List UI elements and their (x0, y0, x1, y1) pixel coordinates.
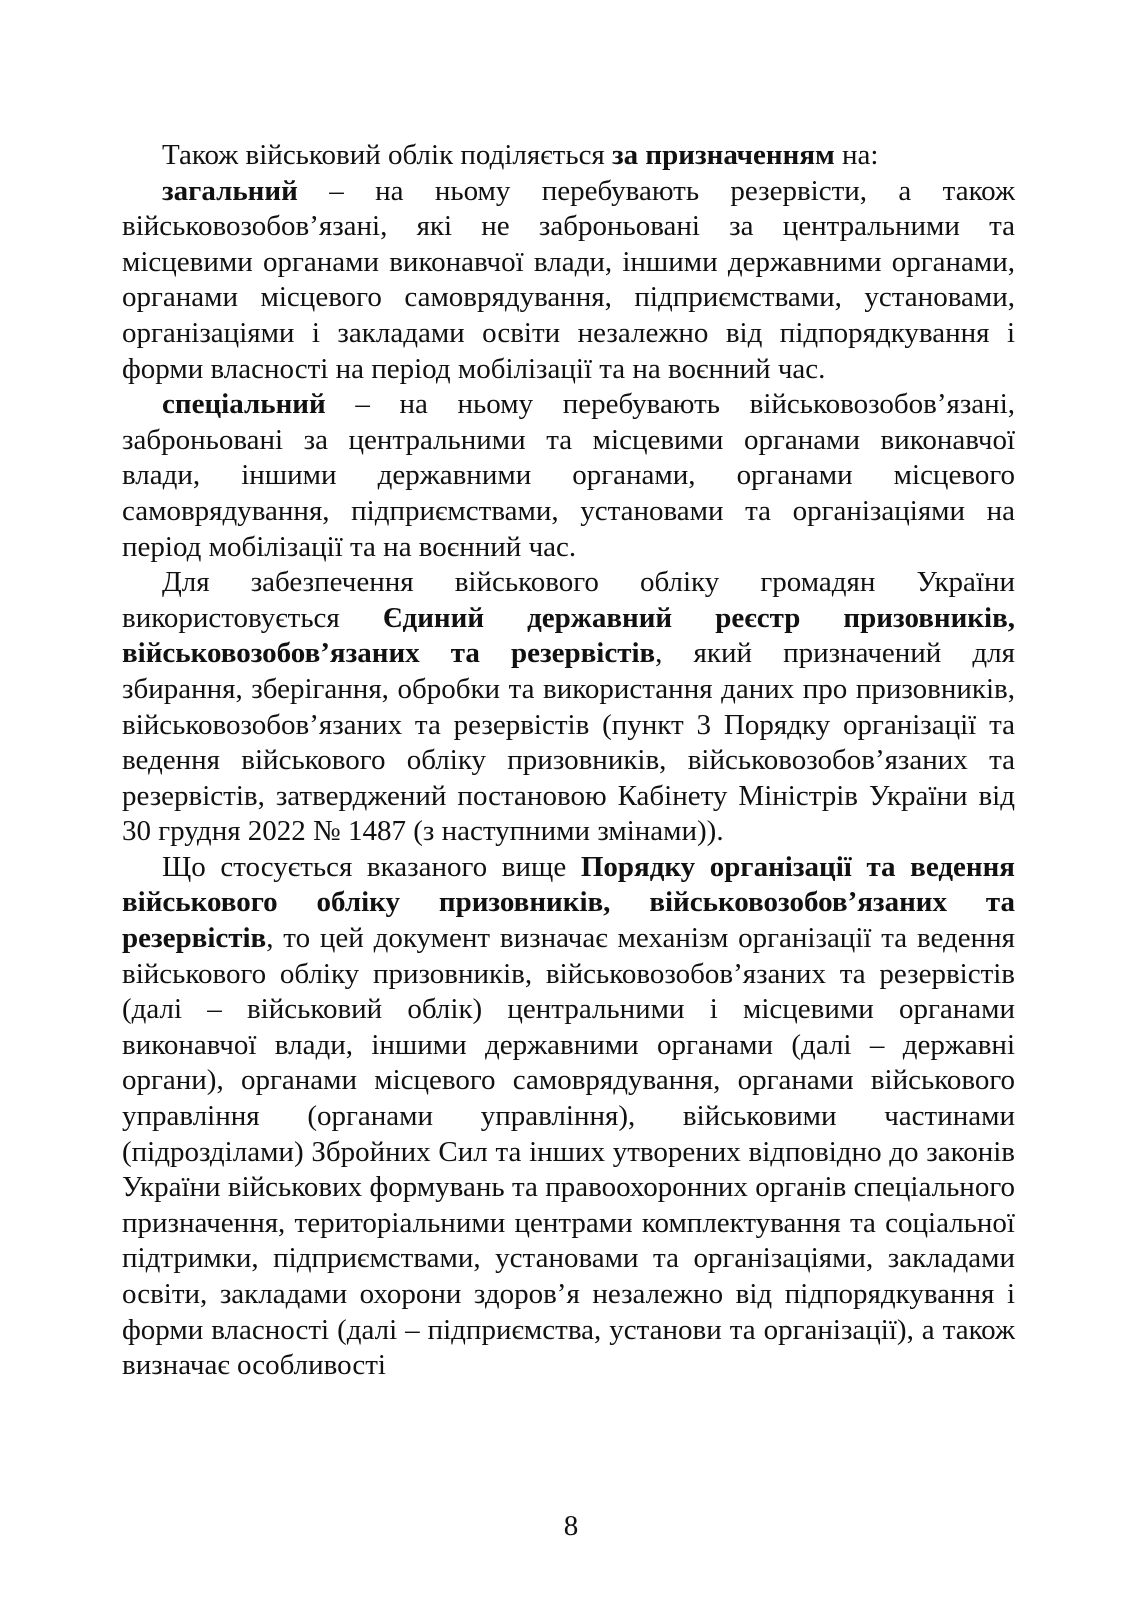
paragraph-unified-register (122, 565, 1015, 850)
run: – на ньому перебувають резервісти, а також військовозобов’язані, які не заброньовані за центральними та місцевими органами виконавчої влади, іншими державними органами, органами місцевого самоврядування, підприємствами, установами, організаціями і закладами освіти незалежно від підпорядкування і форми власності на період мобілізації та на воєнний час. (122, 174, 1015, 385)
run-bold: за призначенням (612, 139, 835, 171)
paragraph-purpose-intro (122, 138, 1015, 174)
paragraph-special-registration (122, 387, 1015, 565)
document-page (122, 138, 1015, 1384)
run: , який призначений для збирання, зберігання, обробки та використання даних про призовників, військовозобов’язаних та резервістів (пункт 3 Порядку організації та ведення військового обліку призовників, військовозобов’язаних та резервістів, затверджений постановою Кабінету Міністрів України від 30 грудня 2022 № 1487 (з наступними змінами)). (122, 637, 1015, 848)
run-bold: спеціальний (162, 388, 326, 421)
run: , то цей документ визначає механізм організації та ведення військового обліку призовників, військовозобов’язаних та резервістів (далі – військовий облік) центральними і місцевими органами виконавчої влади, іншими державними органами (далі – державні органи), органами місцевого самоврядування, органами військового управління (органами управління), військовими частинами (підрозділами) Збройних Сил та інших утворених відповідно до законів України військових формувань та правоохоронних органів спеціального призначення, територіальними центрами комплектування та соціальної підтримки, підприємствами, установами та організаціями, закладами освіти, закладами охорони здоров’я незалежно від підпорядкування і форми власності (далі – підприємства, установи та організації), а також визначає особливості (122, 922, 1015, 1382)
run-bold: загальний (162, 174, 298, 207)
run: Для забезпечення військового обліку громадян України використовується (122, 566, 1015, 634)
run: – на ньому перебувають військовозобов’язані, заброньовані за центральними та місцевими органами виконавчої влади, іншими державними органами, органами місцевого самоврядування, підприємствами, установами та організаціями на період мобілізації та на воєнний час. (122, 388, 1015, 563)
page-number: 8 (563, 1510, 579, 1542)
run-bold: Єдиний державний реєстр призовників, військовозобов’язаних та резервістів (122, 601, 1015, 670)
run: на: (834, 139, 879, 171)
run: Що стосується вказаного вище (162, 850, 581, 883)
paragraph-procedure (122, 850, 1015, 1384)
run: Також військовий облік поділяється (162, 139, 613, 171)
paragraph-general-registration (122, 174, 1015, 388)
run-bold: Порядку організації та ведення військового обліку призовників, військовозобов’язаних та резервістів (122, 850, 1015, 955)
